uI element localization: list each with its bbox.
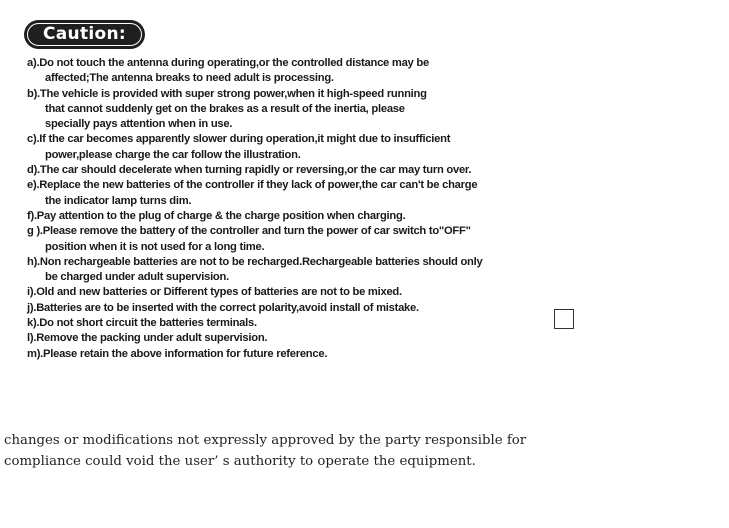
caution-item-line: the indicator lamp turns dim. [45, 194, 192, 207]
caution-item [27, 301, 677, 316]
caution-item [27, 347, 677, 362]
caution-item-line: that cannot suddenly get on the brakes as a result of the inertia, please [45, 102, 405, 115]
caution-item [27, 331, 677, 346]
caution-item-line: l).Remove the packing under adult supervision. [27, 332, 268, 345]
caution-item-line: k).Do not short circuit the batteries terminals. [27, 317, 257, 330]
caution-item [27, 255, 677, 286]
caution-item-line: power,please charge the car follow the illustration. [45, 148, 301, 161]
caution-item-line: j).Batteries are to be inserted with the correct polarity,avoid install of mistake. [27, 301, 419, 314]
caution-item [27, 178, 677, 209]
caution-title: Caution: [43, 24, 126, 44]
caution-item [27, 132, 677, 163]
caution-item-line: b).The vehicle is provided with super strong power,when it high-speed running [27, 87, 427, 100]
caution-item-line: f).Pay attention to the plug of charge & the charge position when charging. [27, 209, 406, 222]
caution-item-line: position when it is not used for a long time. [45, 240, 265, 253]
caution-badge [24, 20, 145, 49]
caution-item [27, 209, 677, 224]
caution-item-line: affected;The antenna breaks to need adult is processing. [45, 72, 334, 85]
caution-item [27, 316, 677, 331]
caution-item [27, 224, 677, 255]
fcc-notice [4, 430, 728, 472]
caution-item [27, 163, 677, 178]
caution-item-line: a).Do not touch the antenna during operating,or the controlled distance may be [27, 57, 429, 69]
caution-item-line: specially pays attention when in use. [45, 118, 233, 131]
caution-item-line: c).If the car becomes apparently slower during operation,it might due to insufficient [27, 133, 451, 146]
caution-item-line: i).Old and new batteries or Different types of batteries are not to be mixed. [27, 286, 402, 299]
caution-list [27, 56, 677, 362]
fcc-notice-line: compliance could void the user’ s authority to operate the equipment. [4, 454, 476, 469]
caution-item-line: be charged under adult supervision. [45, 271, 229, 284]
caution-item-line: g ).Please remove the battery of the controller and turn the power of car switch to"OFF" [27, 225, 471, 238]
fcc-notice-line: changes or modifications not expressly approved by the party responsible for [4, 433, 527, 448]
caution-item [27, 87, 677, 133]
caution-item-line: m).Please retain the above information for future reference. [27, 347, 328, 360]
caution-item-line: h).Non rechargeable batteries are not to be recharged.Rechargeable batteries should only [27, 255, 483, 268]
caution-item [27, 285, 677, 300]
caution-item [27, 56, 677, 87]
checkbox[interactable] [554, 309, 574, 329]
caution-item-line: d).The car should decelerate when turning rapidly or reversing,or the car may turn over. [27, 164, 472, 177]
caution-item-line: e).Replace the new batteries of the controller if they lack of power,the car can't be charge [27, 179, 478, 192]
